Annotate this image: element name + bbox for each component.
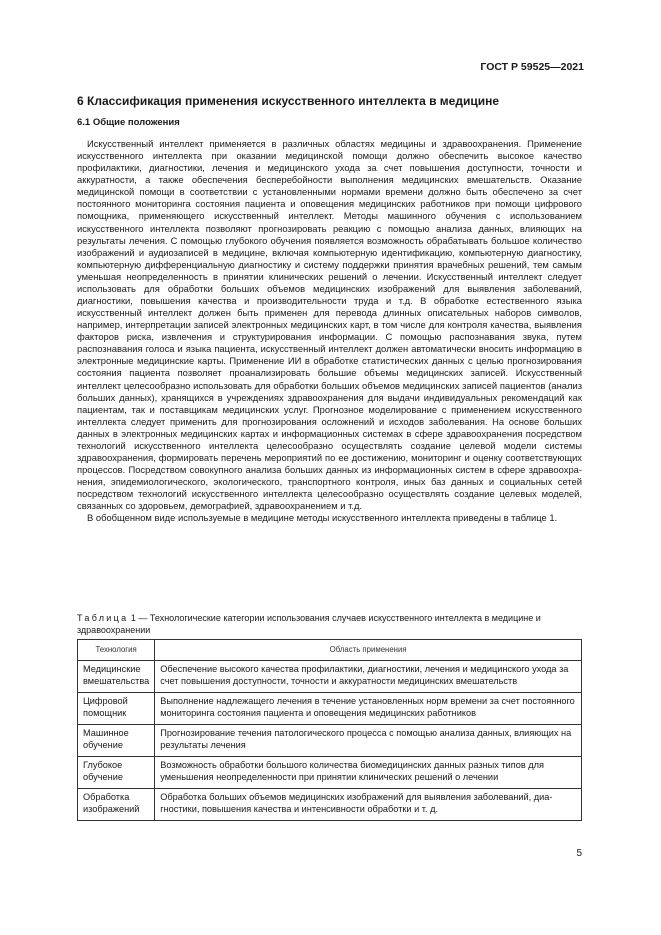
subsection-title: 6.1 Общие положения xyxy=(77,117,180,128)
table-row xyxy=(78,757,582,789)
application-cell: Обеспечение высокого качества профилактики, диагностики, лечения и медицинского ухода за счет повышения доступности, точности и аккуратности медицинских вмешательств xyxy=(155,661,582,693)
technology-cell: Обработка изображений xyxy=(78,789,155,821)
column-header-technology: Технология xyxy=(78,640,155,661)
table-caption xyxy=(77,612,582,636)
table-row xyxy=(78,661,582,693)
section-title: 6 Классификация применения искусственного интеллекта в медицине xyxy=(77,94,500,108)
application-cell: Обработка больших объемов медицинских изображений для выявления заболеваний, диагностики, повышения качества и интенсивности обработки и т. д. xyxy=(155,789,582,821)
paragraph: В обобщенном виде используемые в медицине методы искусственного интеллекта приведены в таблице 1. xyxy=(87,512,558,524)
body-text xyxy=(77,138,582,525)
table-header-row xyxy=(78,640,582,661)
page-number: 5 xyxy=(576,848,582,859)
document-code: ГОСТ Р 59525—2021 xyxy=(480,61,584,73)
table-row xyxy=(78,725,582,757)
technology-cell: Машинное обучение xyxy=(78,725,155,757)
application-cell: Прогнозирование течения патологического процесса с помощью анализа данных, влияющих на результаты лечения xyxy=(155,725,582,757)
application-cell: Выполнение надлежащего лечения в течение установленных норм времени за счет постоянного мониторинга состояния пациента и оповещения медицинских работников xyxy=(155,693,582,725)
table-caption-label: Таблица xyxy=(77,613,129,623)
table-row xyxy=(78,693,582,725)
technology-cell: Медицинские вмешательства xyxy=(78,661,155,693)
paragraph: Искусственный интеллект применяется в различных областях медицины и здравоохранения. Применение искусственного интеллекта при оказании медицинской помощи должно обеспечить высокое качество профилактики, диагностики, лечения и медицинского ухода за счет повышения доступности, точности и аккуратности, а также обеспечения бесперебойности выполнения медицинских вмешательств. Оказание медицинской помощи в соответствии с установленными нормами времени должно быть обеспечено за счет постоянного мониторинга состояния пациента и оповещения медицинских работников при помощи цифрового помощника, применяющего искусственный интеллект. Методы машинного обучения с использованием искусственного интеллекта позволяют прогнозировать реакцию с помощью анализа данных, влияющих на результаты лечения. С помощью глубокого обучения появляется возможность обрабатывать большое количество изображений и аудиозаписей в медицине, включая компьютерную идентификацию, компьютерную диагностику, компьютерную дифференциальную диагностику и систему поддержки принятия врачебных решений, тем самым уменьшая неопределенность в принятии клинических решений о лечении. Искусственный интеллект следует использовать для обработки больших объемов медицинских изображений для выявления заболеваний, диагностики, повышения качества и производительности труда и т.д. В обработке естественного языка искусственный интеллект должен быть применен для перевода длинных описательных наборов символов, например, интерпретации записей электронных медицинских карт, в том числе для контроля качества, выявления факторов риска, извлечения и структурирования информации. С помощью распознавания звука, путем распознавания голоса и языка пациента, искусственный интеллект должен автоматически вносить информацию в электронные медицинские карты. Применение ИИ в обработке статистических данных с целью прогнозирования состояния пациента позволяет проанализировать большие объемы медицинских записей. Искусственный интеллект целесообразно использовать для обработки больших объемов медицинских записей пациентов (анализ больших данных), хранящихся в учреждениях здравоохранения для выдачи индивидуальных рекомендаций как пациентам, так и поставщикам медицинских услуг. Прогнозное моделирование с применением искусственного интеллекта следует применить для прогнозирования осложнений и исходов заболевания. На основе больших данных в электронных медицинских картах и информационных системах в сфере здравоохранения посредством технологий искусственного интеллекта целесообразно осуществлять создание целевой модели системы здравоохранения, формировать перечень мероприятий по ее достижению, мониторинг и оценку соответствующих процессов. Посредством совокупного анализа больших данных из информационных систем в сфере здравоохранения, эпидемиологического, экологического, транспортного контроля, иных баз данных и социальных сетей посредством технологий искусственного интеллекта целесообразно осуществлять создание целевых моделей, связанных со здоровьем, демографией, здравоохранением и т.д. xyxy=(77,138,582,512)
technology-cell: Глубокое обучение xyxy=(78,757,155,789)
table-row xyxy=(78,789,582,821)
application-cell: Возможность обработки большого количества биомедицинских данных разных типов для уменьшения неопределенности при принятии клинических решений о лечении xyxy=(155,757,582,789)
column-header-application: Область применения xyxy=(155,640,582,661)
technology-cell: Цифровой помощник xyxy=(78,693,155,725)
table-caption-text: 1 — Технологические категории использования случаев искусственного интеллекта в медицине и здравоохранении xyxy=(77,613,541,635)
technology-table xyxy=(77,639,582,821)
